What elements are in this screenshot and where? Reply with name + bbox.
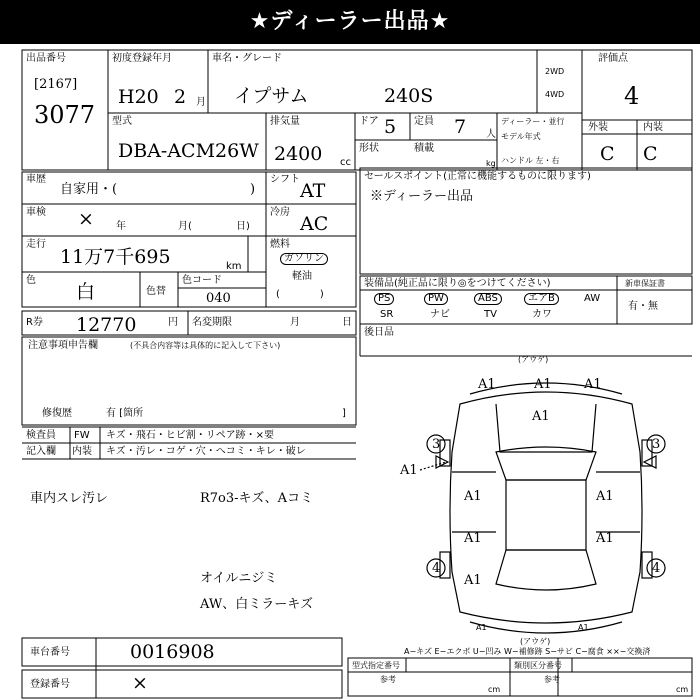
mark-rear-bumper-right: A1 <box>578 623 589 632</box>
handwritten-note-1: 車内スレ汚レ <box>30 491 109 506</box>
equipment-label: 装備品(純正品に限り◎をつけてください) <box>364 278 551 289</box>
ref-type-cm: cm <box>676 685 689 694</box>
shift-value: AT <box>300 180 326 202</box>
lot-number: 3077 <box>34 101 96 129</box>
handwritten-note-4: AW、白ミラーキズ <box>200 597 313 612</box>
registration-month-unit: 月 <box>196 97 206 108</box>
use-label: 車歴 <box>26 174 46 185</box>
sales-point-value: ※ディーラー出品 <box>370 189 473 204</box>
displacement-label: 排気量 <box>270 116 300 127</box>
aircon-label: 冷房 <box>270 207 290 218</box>
score-label: 評価点 <box>598 53 628 64</box>
name-change-label: 名変期限 <box>192 317 232 328</box>
chassis-value: 0016908 <box>130 641 215 663</box>
ref-model-cm: cm <box>488 685 501 694</box>
damage-legend: A−キズ E−エクボ U−凹み W−補修跡 S−サビ C−腐食 ××−交換済 <box>404 647 651 656</box>
equip-abs: ABS <box>474 293 502 305</box>
mileage-unit: km <box>226 261 242 272</box>
inspection-month: 月( <box>178 221 192 232</box>
rear-seat-label: 後日品 <box>364 327 394 338</box>
equip-sr: SR <box>380 309 394 320</box>
color-value: 白 <box>76 281 96 303</box>
fuel-diesel: 軽油 <box>292 271 312 282</box>
check-fw-text: キズ・飛石・ヒビ割・リペア跡・×要 <box>106 430 274 441</box>
diagram-front-label: (アウゲ) <box>518 355 549 364</box>
check-interior: 内装 <box>72 446 92 457</box>
equip-leather: カワ <box>532 309 552 320</box>
dealer-parallel: ディーラー・並行 <box>501 117 565 126</box>
mark-wheel-fr: 3 <box>652 437 661 452</box>
mark-mirror-left: A1 <box>400 463 418 478</box>
ref-model-ref: 参考 <box>380 675 396 684</box>
diagram-rear-label: (アウゲ) <box>520 637 551 646</box>
recycle-label: R券 <box>26 317 43 328</box>
chassis-label: 車台番号 <box>30 647 70 658</box>
vehicle-grade: 240S <box>384 85 434 107</box>
repair-close: ] <box>342 408 346 419</box>
drive-4wd: 4WD <box>545 90 565 99</box>
equip-ps: PS <box>374 293 394 305</box>
mark-front-right: A1 <box>584 377 602 392</box>
color-tone-label: 色替 <box>146 286 166 297</box>
load-unit: kg <box>486 159 496 168</box>
mark-door-fl: A1 <box>464 489 482 504</box>
exterior-label: 外装 <box>588 122 608 133</box>
check-fw: FW <box>74 430 90 441</box>
repair-value: 有 [箇所 <box>106 408 144 419</box>
registration-month: 2 <box>174 86 187 108</box>
equip-tv: TV <box>484 309 497 320</box>
lot-label: 出品番号 <box>26 53 66 64</box>
model-label: 型式 <box>112 116 132 127</box>
load-label: 積載 <box>414 143 434 154</box>
fuel-gasoline: ガソリン <box>280 253 328 265</box>
color-label: 色 <box>26 275 36 286</box>
name-change-day: 日 <box>342 317 352 328</box>
check-label-2: 記入欄 <box>26 446 56 457</box>
mark-rear-left: A1 <box>464 573 482 588</box>
use-value: 自家用・( <box>60 182 118 197</box>
check-label-1: 検査員 <box>26 430 56 441</box>
capacity-value: 7 <box>454 116 467 138</box>
shift-label: シフト <box>270 174 300 185</box>
exterior-score: C <box>600 143 615 165</box>
mark-door-rr: A1 <box>596 531 614 546</box>
displacement-value: 2400 <box>274 143 323 165</box>
mark-wheel-rl: 4 <box>432 561 441 576</box>
sales-point-label: セールスポイント(正常に機能するものに限ります) <box>364 171 591 182</box>
equip-navi: ナビ <box>430 309 450 320</box>
displacement-unit: cc <box>340 157 351 168</box>
inspection-year: 年 <box>116 221 126 232</box>
fuel-label: 燃料 <box>270 239 290 250</box>
mark-hood: A1 <box>532 409 550 424</box>
car-damage-diagram <box>400 352 692 652</box>
registration-year: H20 <box>118 86 159 108</box>
sheet-header: ★ディーラー出品★ <box>0 0 700 44</box>
interior-score: C <box>643 143 658 165</box>
inspection-value: × <box>78 208 94 230</box>
check-interior-text: キズ・汚レ・コゲ・穴・へコミ・キレ・破レ <box>106 446 306 457</box>
equip-airbag: エアB <box>524 293 559 305</box>
mark-front-left: A1 <box>478 377 496 392</box>
recycle-unit: 円 <box>168 317 178 328</box>
vehicle-name: イプサム <box>234 85 309 107</box>
mark-rear-bumper-left: A1 <box>476 623 487 632</box>
interior-label: 内装 <box>643 122 663 133</box>
lot-sub-number: [2167] <box>34 77 78 92</box>
name-change-month: 月 <box>290 317 300 328</box>
repair-label: 修復歴 <box>42 408 72 419</box>
shape-label: 形状 <box>359 143 379 154</box>
equip-aw: AW <box>584 293 601 304</box>
inspection-label: 車検 <box>26 207 46 218</box>
warranty-label: 新車保証書 <box>625 279 665 288</box>
aircon-value: AC <box>300 213 329 235</box>
recycle-value: 12770 <box>76 314 137 336</box>
model-year-label: モデル年式 <box>501 132 541 141</box>
doors-value: 5 <box>384 116 397 138</box>
registration-label: 初度登録年月 <box>112 53 172 64</box>
capacity-label: 定員 <box>414 116 434 127</box>
equip-pw: PW <box>424 293 448 305</box>
color-code-label: 色コード <box>182 275 222 286</box>
inspection-day: 日) <box>236 221 250 232</box>
capacity-unit: 人 <box>486 129 496 140</box>
mark-door-rl: A1 <box>464 531 482 546</box>
mark-wheel-rr: 4 <box>652 561 661 576</box>
ref-type-label: 類別区分番号 <box>514 661 562 670</box>
mark-door-fr: A1 <box>596 489 614 504</box>
score-value: 4 <box>624 82 640 110</box>
mileage-label: 走行 <box>26 239 46 250</box>
doors-label: ドア <box>359 116 379 127</box>
drive-2wd: 2WD <box>545 67 565 76</box>
mark-wheel-fl: 3 <box>432 437 441 452</box>
notes-hint: (不具合内容等は具体的に記入して下さい) <box>130 341 281 350</box>
reg-number-value: × <box>132 672 148 694</box>
ref-type-ref: 参考 <box>544 675 560 684</box>
vehicle-name-label: 車名・グレード <box>212 53 282 64</box>
mileage-value: 11万7千695 <box>60 246 171 268</box>
handwritten-note-2: R7o3-キズ、Aコミ <box>200 491 314 506</box>
notes-label: 注意事項申告欄 <box>28 340 98 351</box>
handle-label: ハンドル 左・右 <box>501 156 560 165</box>
model-value: DBA-ACM26W <box>118 140 259 162</box>
reg-number-label: 登録番号 <box>30 679 70 690</box>
use-close: ) <box>250 182 256 197</box>
handwritten-note-3: オイルニジミ <box>200 571 278 586</box>
mark-front-center: A1 <box>534 377 552 392</box>
color-code: 040 <box>206 291 231 306</box>
warranty-value: 有・無 <box>628 301 658 312</box>
fuel-paren: ( ) <box>276 289 324 300</box>
ref-model-label: 型式指定番号 <box>352 661 400 670</box>
